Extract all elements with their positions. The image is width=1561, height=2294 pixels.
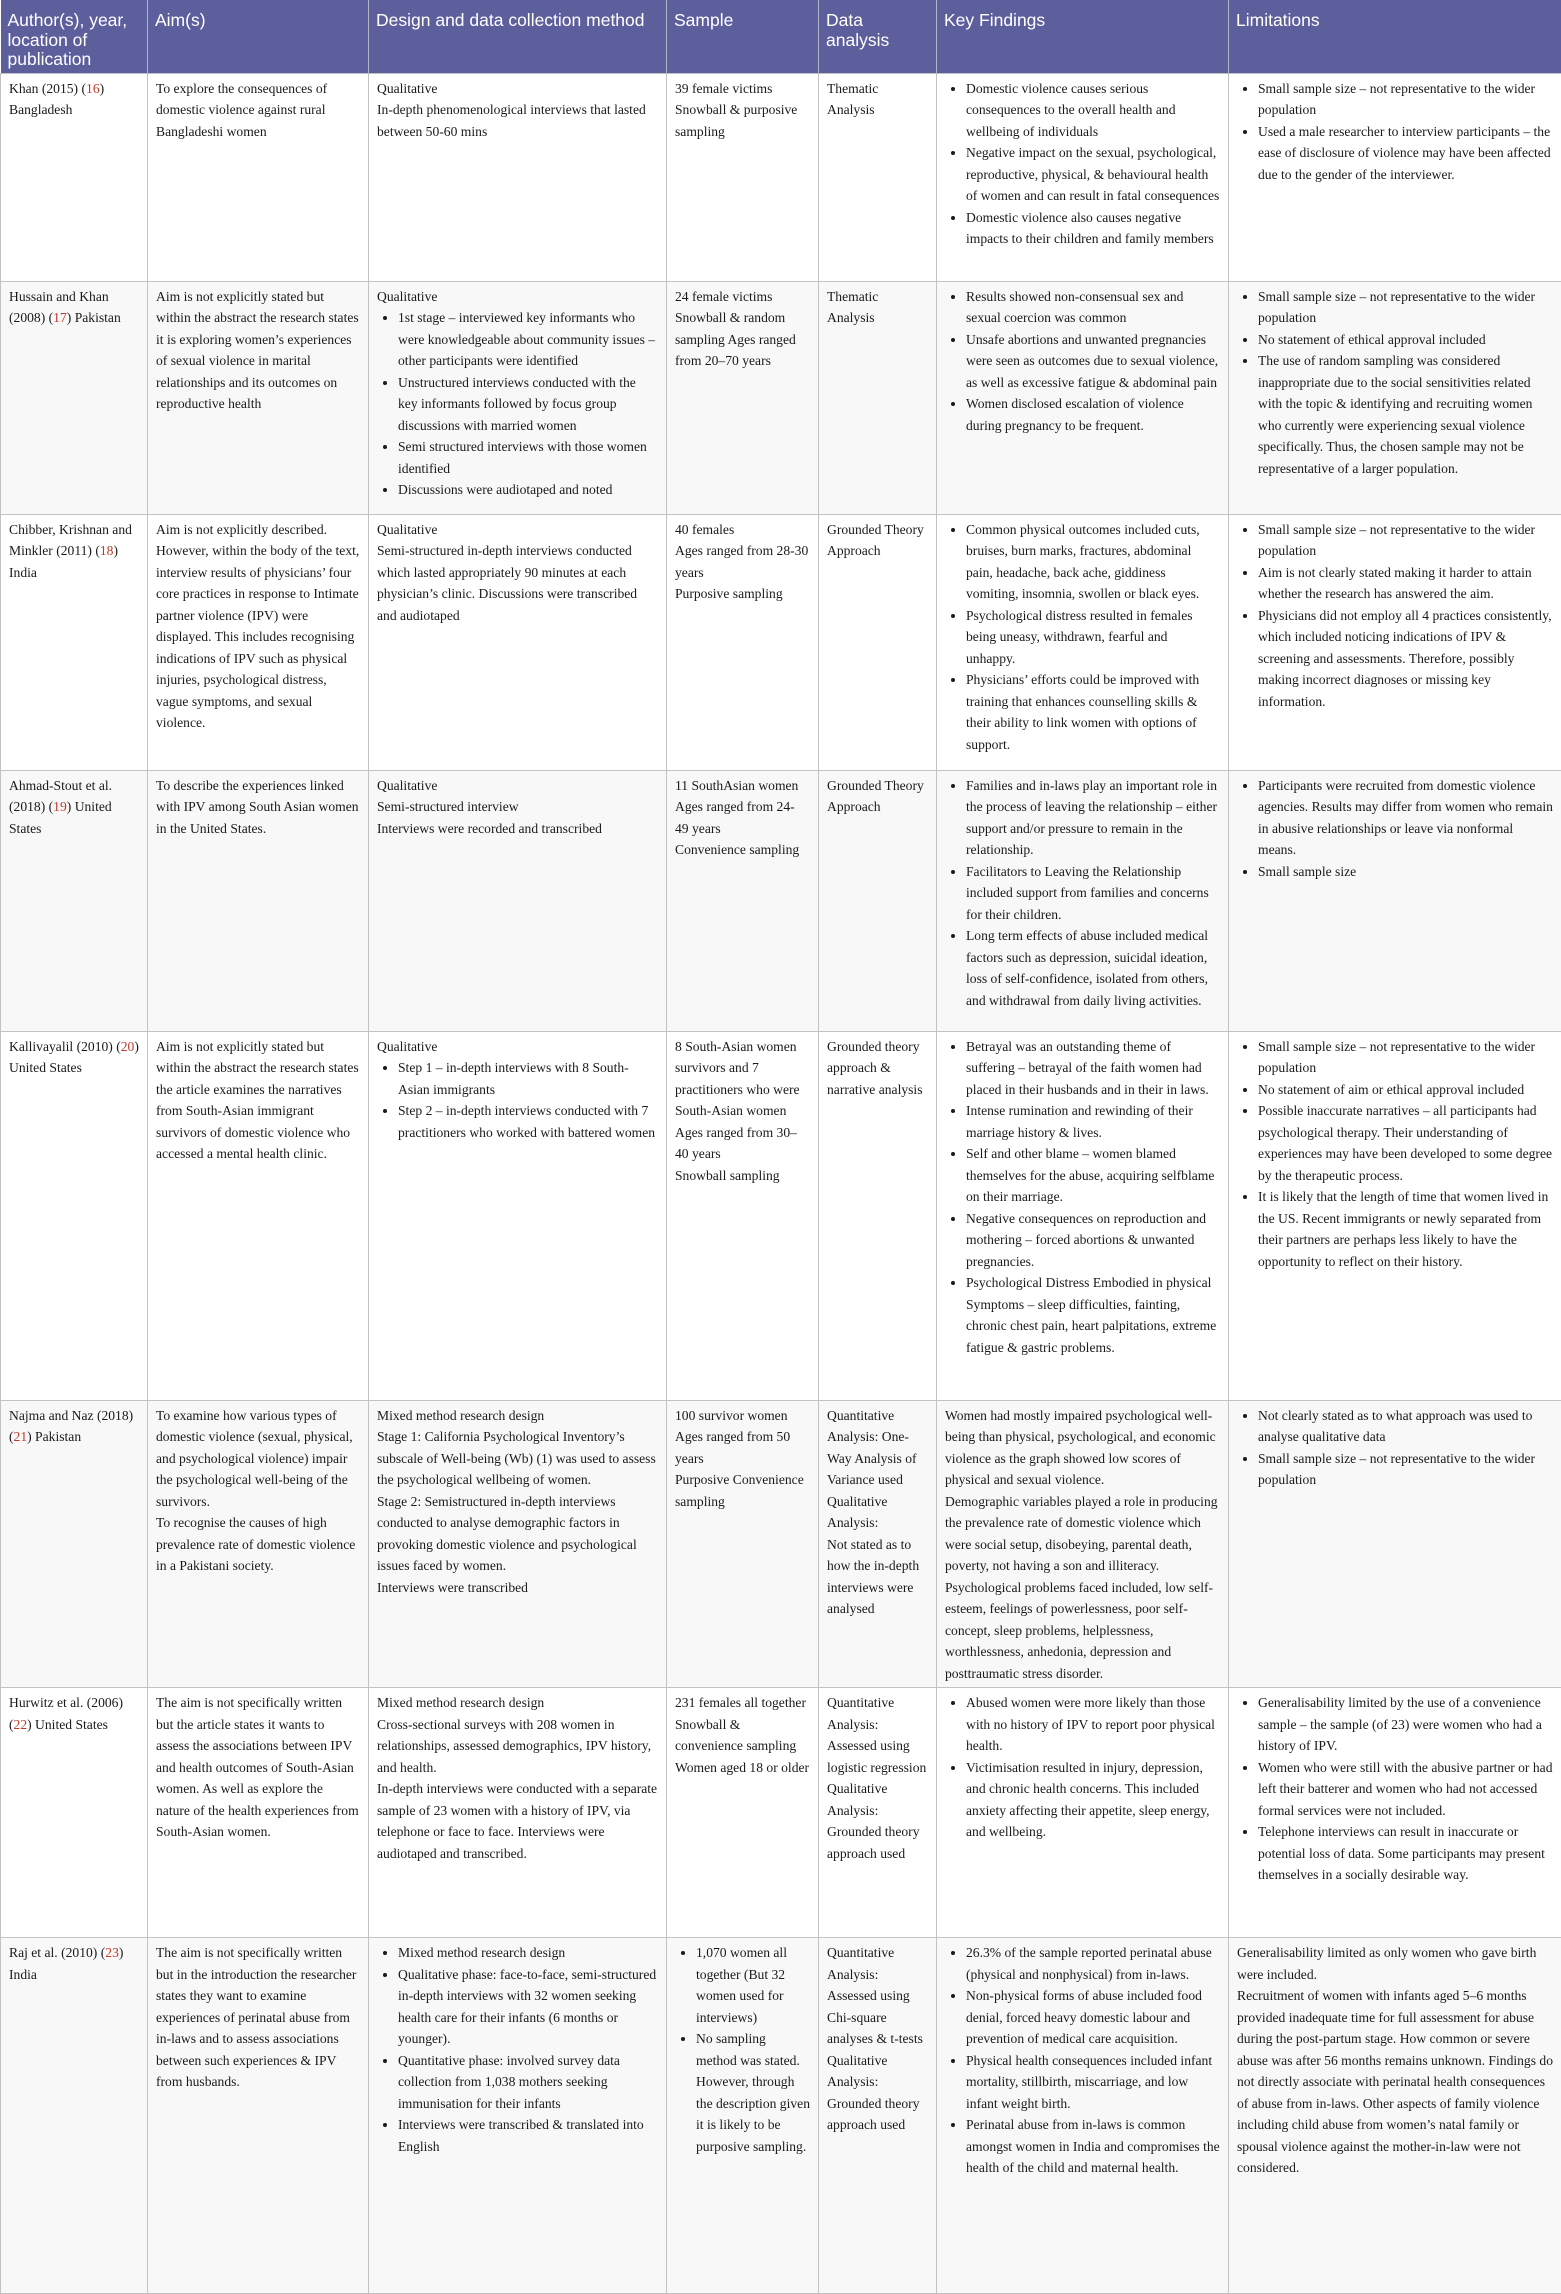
bullet-list bbox=[945, 1036, 1220, 1359]
author-cell bbox=[1, 1031, 148, 1400]
bullet-item: • Quantitative phase: involved survey data collection from 1,038 mothers seeking immunisation for their infants bbox=[398, 2050, 658, 2115]
bullet-item: • Abused women were more likely than those with no history of IPV to report poor physical health. bbox=[966, 1692, 1220, 1757]
cell-line: Mixed method research design bbox=[377, 1692, 658, 1714]
cell-line: Thematic Analysis bbox=[827, 78, 928, 121]
design-cell bbox=[369, 281, 667, 514]
bullet-list bbox=[377, 1057, 658, 1143]
table-row bbox=[1, 73, 1561, 281]
bullet-item: • Small sample size – not representative to the wider population bbox=[1258, 1036, 1553, 1079]
bullet-item: • Small sample size – not representative to the wider population bbox=[1258, 286, 1553, 329]
cell-line: Women had mostly impaired psychological well- being than physical, psychological, and economic violence as the graph showed low scores of physical and sexual violence. bbox=[945, 1405, 1220, 1491]
cell-line: Generalisability limited as only women who gave birth were included. bbox=[1237, 1942, 1553, 1985]
bullet-list bbox=[945, 1942, 1220, 2179]
bullet-item: • Aim is not clearly stated making it harder to attain whether the research has answered the aim. bbox=[1258, 562, 1553, 605]
author-cell bbox=[1, 1938, 148, 2294]
cell-line: Purposive sampling bbox=[675, 583, 810, 605]
findings-cell bbox=[937, 73, 1229, 281]
cell-line: The aim is not specifically written but in the introduction the researcher states they want to examine experiences of perinatal abuse from in-laws and to assess associations between such experiences & IPV from husbands. bbox=[156, 1942, 360, 2093]
bullet-list bbox=[945, 1692, 1220, 1843]
reference-number: 18 bbox=[100, 543, 114, 558]
analysis-cell bbox=[819, 1688, 937, 1938]
cell-line: Convenience sampling bbox=[675, 839, 810, 861]
cell-line: Qualitative bbox=[377, 78, 658, 100]
bullet-item: • Facilitators to Leaving the Relationship included support from families and concerns for their children. bbox=[966, 861, 1220, 926]
author-text: Najma and Naz (2018) ( bbox=[9, 1408, 133, 1445]
bullet-item: • Common physical outcomes included cuts, bruises, burn marks, fractures, abdominal pain, headache, back ache, giddiness vomiting, insomnia, swollen or black eyes. bbox=[966, 519, 1220, 605]
cell-line: Quantitative Analysis: One-Way Analysis of Variance used bbox=[827, 1405, 928, 1491]
findings-cell bbox=[937, 1031, 1229, 1400]
cell-line: Snowball & convenience sampling bbox=[675, 1714, 810, 1757]
table-row bbox=[1, 1688, 1561, 1938]
cell-line: Aim is not explicitly stated but within the abstract the research states it is exploring women’s experiences of sexual violence in marital relationships and its outcomes on reproductive health bbox=[156, 286, 360, 415]
limitations-cell bbox=[1229, 1938, 1561, 2294]
bullet-item: • No sampling method was stated. However, through the description given it is likely to be purposive sampling. bbox=[696, 2028, 810, 2157]
bullet-list bbox=[1237, 78, 1553, 186]
aim-cell bbox=[148, 281, 369, 514]
reference-number: 16 bbox=[86, 81, 100, 96]
header-analysis: Data analysis bbox=[819, 0, 937, 73]
cell-line: 11 SouthAsian women Ages ranged from 24- 49 years bbox=[675, 775, 810, 840]
cell-line: Qualitative bbox=[377, 1036, 658, 1058]
cell-line: Ages ranged from 28-30 years bbox=[675, 540, 810, 583]
author-cell bbox=[1, 1400, 148, 1688]
bullet-item: • Small sample size – not representative to the wider population bbox=[1258, 78, 1553, 121]
bullet-list bbox=[1237, 519, 1553, 713]
author-cell bbox=[1, 514, 148, 770]
aim-cell bbox=[148, 1400, 369, 1688]
cell-line: Semi-structured interview bbox=[377, 796, 658, 818]
bullet-list bbox=[675, 1942, 810, 2157]
bullet-item: • Qualitative phase: face-to-face, semi-structured in-depth interviews with 32 women seeking health care for their infants (6 months or younger). bbox=[398, 1964, 658, 2050]
bullet-item: • Negative impact on the sexual, psychological, reproductive, physical, & behavioural health of women and can result in fatal consequences bbox=[966, 142, 1220, 207]
cell-line: 8 South-Asian women survivors and 7 practitioners who were South-Asian women Ages ranged from 30–40 years bbox=[675, 1036, 810, 1165]
bullet-item: • Domestic violence causes serious consequences to the overall health and wellbeing of individuals bbox=[966, 78, 1220, 143]
bullet-item: • Semi structured interviews with those women identified bbox=[398, 436, 658, 479]
cell-line: Cross-sectional surveys with 208 women in relationships, assessed demographics, IPV history, and health. bbox=[377, 1714, 658, 1779]
design-cell bbox=[369, 1688, 667, 1938]
bullet-item: • Negative consequences on reproduction and mothering – forced abortions & unwanted pregnancies. bbox=[966, 1208, 1220, 1273]
sample-cell bbox=[667, 1400, 819, 1688]
header-design: Design and data collection method bbox=[369, 0, 667, 73]
cell-line: Interviews were recorded and transcribed bbox=[377, 818, 658, 840]
cell-line: 39 female victims bbox=[675, 78, 810, 100]
cell-line: Snowball sampling bbox=[675, 1165, 810, 1187]
cell-line: Aim is not explicitly stated but within the abstract the research states the article examines the narratives from South-Asian immigrant survivors of domestic violence who accessed a mental health clinic. bbox=[156, 1036, 360, 1165]
bullet-item: • Telephone interviews can result in inaccurate or potential loss of data. Some participants may present themselves in a socially desirable way. bbox=[1258, 1821, 1553, 1886]
bullet-item: • Women disclosed escalation of violence during pregnancy to be frequent. bbox=[966, 393, 1220, 436]
author-text: Raj et al. (2010) ( bbox=[9, 1945, 105, 1960]
bullet-item: • Not clearly stated as to what approach was used to analyse qualitative data bbox=[1258, 1405, 1553, 1448]
sample-cell bbox=[667, 1031, 819, 1400]
findings-cell bbox=[937, 770, 1229, 1031]
design-cell bbox=[369, 1938, 667, 2294]
design-cell bbox=[369, 73, 667, 281]
sample-cell bbox=[667, 281, 819, 514]
cell-line: Grounded Theory Approach bbox=[827, 775, 928, 818]
analysis-cell bbox=[819, 1938, 937, 2294]
design-cell bbox=[369, 770, 667, 1031]
limitations-cell bbox=[1229, 73, 1561, 281]
bullet-item: • No statement of aim or ethical approval included bbox=[1258, 1079, 1553, 1101]
header-author: Author(s), year, location of publication bbox=[1, 0, 148, 73]
header-aims: Aim(s) bbox=[148, 0, 369, 73]
cell-line: Qualitative bbox=[377, 519, 658, 541]
cell-line: 24 female victims bbox=[675, 286, 810, 308]
bullet-list bbox=[377, 1942, 658, 2157]
reference-number: 20 bbox=[121, 1039, 135, 1054]
bullet-item: • Step 1 – in-depth interviews with 8 South-Asian immigrants bbox=[398, 1057, 658, 1100]
reference-number: 21 bbox=[14, 1429, 28, 1444]
analysis-cell bbox=[819, 73, 937, 281]
limitations-cell bbox=[1229, 514, 1561, 770]
sample-cell bbox=[667, 514, 819, 770]
sample-cell bbox=[667, 770, 819, 1031]
cell-line: Recruitment of women with infants aged 5–6 months provided inadequate time for full assessment for abuse during the post-partum stage. How common or severe abuse was after 56 months remains unknown. Findings do not directly associate with perinatal health consequences of abuse from in-laws. Other aspects of family violence including child abuse from women’s natal family or spousal violence against the mother-in-law were not considered. bbox=[1237, 1985, 1553, 2179]
bullet-item: • Physicians’ efforts could be improved with training that enhances counselling skills & their ability to link women with options of support. bbox=[966, 669, 1220, 755]
bullet-list bbox=[945, 519, 1220, 756]
author-text: Hurwitz et al. (2006) ( bbox=[9, 1695, 123, 1732]
analysis-cell bbox=[819, 770, 937, 1031]
cell-line: Thematic Analysis bbox=[827, 286, 928, 329]
cell-line: 231 females all together bbox=[675, 1692, 810, 1714]
cell-line: To recognise the causes of high prevalence rate of domestic violence in a Pakistani society. bbox=[156, 1512, 360, 1577]
findings-cell bbox=[937, 514, 1229, 770]
bullet-list bbox=[945, 286, 1220, 437]
author-location: ) Pakistan bbox=[67, 310, 121, 325]
bullet-item: • Intense rumination and rewinding of their marriage history & lives. bbox=[966, 1100, 1220, 1143]
bullet-item: • Interviews were transcribed & translated into English bbox=[398, 2114, 658, 2157]
bullet-item: • Possible inaccurate narratives – all participants had psychological therapy. Their understanding of experiences may have been developed to some degree by the therapeutic process. bbox=[1258, 1100, 1553, 1186]
bullet-item: • Results showed non-consensual sex and sexual coercion was common bbox=[966, 286, 1220, 329]
reference-number: 23 bbox=[105, 1945, 119, 1960]
bullet-item: • No statement of ethical approval included bbox=[1258, 329, 1553, 351]
table-row bbox=[1, 770, 1561, 1031]
author-location: ) United States bbox=[27, 1717, 108, 1732]
aim-cell bbox=[148, 1938, 369, 2294]
bullet-item: • Psychological distress resulted in females being uneasy, withdrawn, fearful and unhappy. bbox=[966, 605, 1220, 670]
author-cell bbox=[1, 281, 148, 514]
bullet-item: • Long term effects of abuse included medical factors such as depression, suicidal ideation, loss of self-confidence, isolated from others, and withdrawal from daily living activities. bbox=[966, 925, 1220, 1011]
analysis-cell bbox=[819, 1400, 937, 1688]
bullet-item: • Mixed method research design bbox=[398, 1942, 658, 1964]
cell-line: Purposive Convenience sampling bbox=[675, 1469, 810, 1512]
bullet-list bbox=[1237, 1692, 1553, 1886]
bullet-item: • Used a male researcher to interview participants – the ease of disclosure of violence may have been affected due to the gender of the interviewer. bbox=[1258, 121, 1553, 186]
cell-line: Aim is not explicitly described. However, within the body of the text, interview results of physicians’ four core practices in response to Intimate partner violence (IPV) were displayed. This includes recognising indications of IPV such as physical injuries, psychological distress, vague symptoms, and sexual violence. bbox=[156, 519, 360, 734]
table-row bbox=[1, 281, 1561, 514]
author-cell bbox=[1, 770, 148, 1031]
findings-cell bbox=[937, 1688, 1229, 1938]
reference-number: 22 bbox=[14, 1717, 28, 1732]
limitations-cell bbox=[1229, 281, 1561, 514]
cell-line: Psychological problems faced included, low self-esteem, feelings of powerlessness, poor self-concept, sleep problems, helplessness, worthlessness, anhedonia, depression and posttraumatic stress disorder. bbox=[945, 1577, 1220, 1685]
table-row bbox=[1, 1031, 1561, 1400]
author-text: Hussain and Khan (2008) ( bbox=[9, 289, 109, 326]
author-location: ) Bangladesh bbox=[9, 81, 104, 118]
cell-line: To explore the consequences of domestic violence against rural Bangladeshi women bbox=[156, 78, 360, 143]
header-row bbox=[1, 0, 1561, 73]
cell-line: Quantitative Analysis: Assessed using Chi-square analyses & t-tests bbox=[827, 1942, 928, 2050]
header-findings: Key Findings bbox=[937, 0, 1229, 73]
bullet-item: • Unsafe abortions and unwanted pregnancies were seen as outcomes due to sexual violence, as well as excessive fatigue & abdominal pain bbox=[966, 329, 1220, 394]
aim-cell bbox=[148, 1688, 369, 1938]
cell-line: 100 survivor women Ages ranged from 50 years bbox=[675, 1405, 810, 1470]
author-text: Chibber, Krishnan and Minkler (2011) ( bbox=[9, 522, 132, 559]
aim-cell bbox=[148, 73, 369, 281]
bullet-item: • 1,070 women all together (But 32 women used for interviews) bbox=[696, 1942, 810, 2028]
author-text: Khan (2015) ( bbox=[9, 81, 86, 96]
cell-line: Interviews were transcribed bbox=[377, 1577, 658, 1599]
sample-cell bbox=[667, 1688, 819, 1938]
cell-line: Mixed method research design bbox=[377, 1405, 658, 1427]
bullet-item: • Small sample size – not representative to the wider population bbox=[1258, 1448, 1553, 1491]
cell-line: Qualitative Analysis: Grounded theory approach used bbox=[827, 1778, 928, 1864]
bullet-item: • Generalisability limited by the use of a convenience sample – the sample (of 23) were women who had a history of IPV. bbox=[1258, 1692, 1553, 1757]
bullet-item: • Unstructured interviews conducted with the key informants followed by focus group discussions with married women bbox=[398, 372, 658, 437]
cell-line: The aim is not specifically written but the article states it wants to assess the associations between IPV and health outcomes of South-Asian women. As well as explore the nature of the health experiences from South-Asian women. bbox=[156, 1692, 360, 1843]
bullet-item: • Perinatal abuse from in-laws is common amongst women in India and compromises the health of the child and maternal health. bbox=[966, 2114, 1220, 2179]
bullet-item: • It is likely that the length of time that women lived in the US. Recent immigrants or newly separated from their partners are perhaps less likely to have the opportunity to reflect on their history. bbox=[1258, 1186, 1553, 1272]
analysis-cell bbox=[819, 281, 937, 514]
sample-cell bbox=[667, 73, 819, 281]
bullet-list bbox=[1237, 1036, 1553, 1273]
cell-line: Snowball & random sampling Ages ranged from 20–70 years bbox=[675, 307, 810, 372]
author-location: ) India bbox=[9, 1945, 123, 1982]
cell-line: In-depth phenomenological interviews that lasted between 50-60 mins bbox=[377, 99, 658, 142]
bullet-list bbox=[377, 307, 658, 501]
table-row bbox=[1, 1938, 1561, 2294]
limitations-cell bbox=[1229, 1400, 1561, 1688]
table-row bbox=[1, 514, 1561, 770]
limitations-cell bbox=[1229, 1031, 1561, 1400]
bullet-item: • Psychological Distress Embodied in physical Symptoms – sleep difficulties, fainting, chronic chest pain, heart palpitations, extreme fatigue & gastric problems. bbox=[966, 1272, 1220, 1358]
bullet-item: • Physical health consequences included infant mortality, stillbirth, miscarriage, and low infant weight birth. bbox=[966, 2050, 1220, 2115]
bullet-item: • Small sample size bbox=[1258, 861, 1553, 883]
bullet-list bbox=[945, 78, 1220, 250]
author-location: ) United States bbox=[9, 1039, 139, 1076]
cell-line: Qualitative Analysis: Grounded theory approach used bbox=[827, 2050, 928, 2136]
findings-cell bbox=[937, 1938, 1229, 2294]
limitations-cell bbox=[1229, 770, 1561, 1031]
design-cell bbox=[369, 514, 667, 770]
cell-line: Stage 2: Semistructured in-depth interviews conducted to analyse demographic factors in provoking domestic violence and psychological issues faced by women. bbox=[377, 1491, 658, 1577]
bullet-item: • Domestic violence also causes negative impacts to their children and family members bbox=[966, 207, 1220, 250]
cell-line: Stage 1: California Psychological Inventory’s subscale of Well-being (Wb) (1) was used to assess the psychological wellbeing of women. bbox=[377, 1426, 658, 1491]
design-cell bbox=[369, 1031, 667, 1400]
analysis-cell bbox=[819, 1031, 937, 1400]
cell-line: Demographic variables played a role in producing the prevalence rate of domestic violence which were social setup, disobeying, parental death, poverty, not having a son and illiteracy. bbox=[945, 1491, 1220, 1577]
author-text: Kallivayalil (2010) ( bbox=[9, 1039, 121, 1054]
aim-cell bbox=[148, 1031, 369, 1400]
aim-cell bbox=[148, 770, 369, 1031]
sample-cell bbox=[667, 1938, 819, 2294]
findings-cell bbox=[937, 281, 1229, 514]
author-cell bbox=[1, 1688, 148, 1938]
table-row bbox=[1, 1400, 1561, 1688]
bullet-item: • 26.3% of the sample reported perinatal abuse (physical and nonphysical) from in-laws. bbox=[966, 1942, 1220, 1985]
cell-line: Qualitative bbox=[377, 286, 658, 308]
analysis-cell bbox=[819, 514, 937, 770]
limitations-cell bbox=[1229, 1688, 1561, 1938]
bullet-item: • Non-physical forms of abuse included food denial, forced heavy domestic labour and prevention of medical care acquisition. bbox=[966, 1985, 1220, 2050]
cell-line: Grounded Theory Approach bbox=[827, 519, 928, 562]
bullet-item: • Betrayal was an outstanding theme of suffering – betrayal of the faith women had placed in their husbands and in their in laws. bbox=[966, 1036, 1220, 1101]
design-cell bbox=[369, 1400, 667, 1688]
bullet-item: • Step 2 – in-depth interviews conducted with 7 practitioners who worked with battered women bbox=[398, 1100, 658, 1143]
author-location: ) Pakistan bbox=[27, 1429, 81, 1444]
cell-line: To describe the experiences linked with IPV among South Asian women in the United States. bbox=[156, 775, 360, 840]
table-body bbox=[1, 73, 1561, 2294]
cell-line: Qualitative Analysis: bbox=[827, 1491, 928, 1534]
aim-cell bbox=[148, 514, 369, 770]
cell-line: To examine how various types of domestic violence (sexual, physical, and psychological violence) impair the psychological well-being of the survivors. bbox=[156, 1405, 360, 1513]
bullet-item: • 1st stage – interviewed key informants who were knowledgeable about community issues – other participants were identified bbox=[398, 307, 658, 372]
bullet-item: • Victimisation resulted in injury, depression, and chronic health concerns. This included anxiety affecting their appetite, sleep energy, and wellbeing. bbox=[966, 1757, 1220, 1843]
reference-number: 19 bbox=[53, 799, 67, 814]
cell-line: Grounded theory approach & narrative analysis bbox=[827, 1036, 928, 1101]
reference-number: 17 bbox=[53, 310, 67, 325]
header-sample: Sample bbox=[667, 0, 819, 73]
cell-line: Women aged 18 or older bbox=[675, 1757, 810, 1779]
bullet-list bbox=[945, 775, 1220, 1012]
author-cell bbox=[1, 73, 148, 281]
bullet-item: • Discussions were audiotaped and noted bbox=[398, 479, 658, 501]
bullet-item: • The use of random sampling was considered inappropriate due to the social sensitivities related with the topic & identifying and recruiting women who currently were experiencing sexual violence specifically. Thus, the chosen sample may not be representative of a larger population. bbox=[1258, 350, 1553, 479]
author-location: ) India bbox=[9, 543, 118, 580]
bullet-item: • Self and other blame – women blamed themselves for the abuse, acquiring selfblame on their marriage. bbox=[966, 1143, 1220, 1208]
cell-line: 40 females bbox=[675, 519, 810, 541]
cell-line: In-depth interviews were conducted with a separate sample of 23 women with a history of IPV, via telephone or face to face. Interviews were audiotaped and transcribed. bbox=[377, 1778, 658, 1864]
cell-line: Not stated as to how the in-depth interviews were analysed bbox=[827, 1534, 928, 1620]
cell-line: Quantitative Analysis: Assessed using logistic regression bbox=[827, 1692, 928, 1778]
bullet-list bbox=[1237, 286, 1553, 480]
header-limitations: Limitations bbox=[1229, 0, 1561, 73]
cell-line: Semi-structured in-depth interviews conducted which lasted appropriately 90 minutes at each physician’s clinic. Discussions were transcribed and audiotaped bbox=[377, 540, 658, 626]
cell-line: Qualitative bbox=[377, 775, 658, 797]
findings-cell bbox=[937, 1400, 1229, 1688]
bullet-list bbox=[1237, 775, 1553, 883]
bullet-item: • Families and in-laws play an important role in the process of leaving the relationship – either support and/or pressure to remain in the relationship. bbox=[966, 775, 1220, 861]
bullet-item: • Physicians did not employ all 4 practices consistently, which included noticing indications of IPV & screening and assessments. Therefore, possibly making incorrect diagnoses or missing key information. bbox=[1258, 605, 1553, 713]
author-text: Ahmad-Stout et al. (2018) ( bbox=[9, 778, 112, 815]
cell-line: Snowball & purposive sampling bbox=[675, 99, 810, 142]
bullet-item: • Women who were still with the abusive partner or had left their batterer and women who had not accessed formal services were not included. bbox=[1258, 1757, 1553, 1822]
bullet-item: • Small sample size – not representative to the wider population bbox=[1258, 519, 1553, 562]
author-location: ) United States bbox=[9, 799, 112, 836]
bullet-item: • Participants were recruited from domestic violence agencies. Results may differ from women who remain in abusive relationships or leave via nonformal means. bbox=[1258, 775, 1553, 861]
bullet-list bbox=[1237, 1405, 1553, 1491]
